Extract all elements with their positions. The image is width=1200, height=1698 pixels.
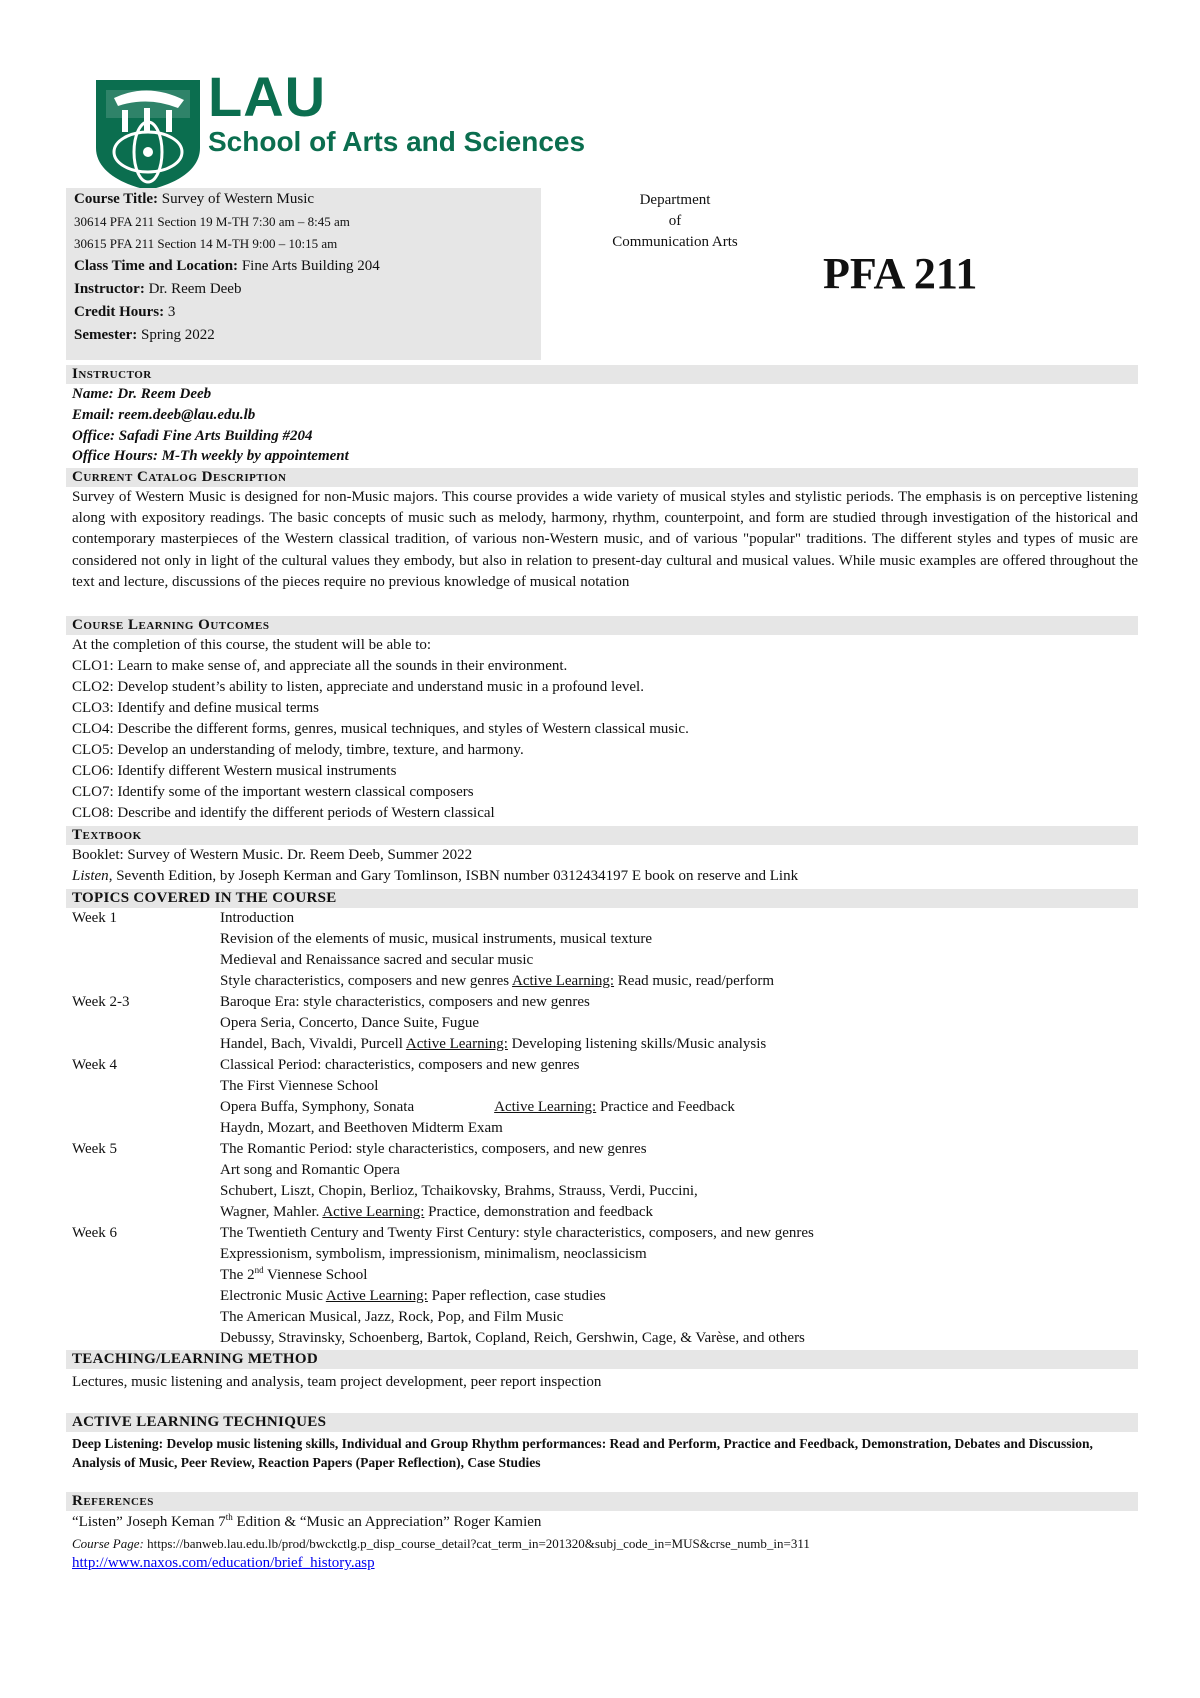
topic-text: Style characteristics, composers and new genres bbox=[220, 973, 512, 989]
topic-line: Haydn, Mozart, and Beethoven Midterm Exam bbox=[220, 1120, 503, 1136]
active-learning-label: Active Learning: bbox=[325, 1288, 428, 1304]
course-page-label: Course Page: bbox=[72, 1536, 144, 1551]
course-title-label: Course Title: bbox=[74, 191, 159, 207]
outcomes-intro: At the completion of this course, the student will be able to: bbox=[72, 637, 432, 653]
topic-text: Handel, Bach, Vivaldi, Purcell bbox=[220, 1036, 406, 1052]
topic-line bbox=[220, 1097, 735, 1118]
topic-line: Schubert, Liszt, Chopin, Berlioz, Tchaikovsky, Brahms, Strauss, Verdi, Puccini, bbox=[220, 1183, 698, 1199]
active-learning-techniques: Deep Listening: Develop music listening skills, Individual and Group Rhythm performances: Read and Perform, Practice and Feedback, Demonstration, Debates and Discussion, Analysis of Music, Peer Review, Reaction Papers (Paper Reflection), Case Studies bbox=[72, 1436, 1093, 1470]
credit-hours-row bbox=[74, 303, 175, 321]
catalog-heading: Current Catalog Description bbox=[66, 468, 1138, 487]
lau-emblem-icon bbox=[88, 78, 204, 190]
class-time-value: Fine Arts Building 204 bbox=[241, 258, 380, 274]
section-14-row: 30615 PFA 211 Section 14 M-TH 9:00 – 10:15 am bbox=[74, 236, 338, 251]
references-heading: References bbox=[66, 1492, 1138, 1511]
active-learning-label: Active Learning: bbox=[512, 973, 615, 989]
ordinal-suffix: nd bbox=[254, 1265, 264, 1275]
topic-line: The Twentieth Century and Twenty First Century: style characteristics, composers, and new genres bbox=[220, 1225, 814, 1241]
teaching-heading: TEACHING/LEARNING METHOD bbox=[66, 1350, 1138, 1369]
topic-line bbox=[220, 1034, 766, 1055]
topic-text: The 2 bbox=[220, 1267, 255, 1283]
topic-line: Debussy, Stravinsky, Schoenberg, Bartok, Copland, Reich, Gershwin, Cage, & Varèse, and others bbox=[220, 1330, 805, 1346]
topic-line bbox=[220, 1286, 606, 1307]
instructor-email: Email: reem.deeb@lau.edu.lb bbox=[72, 407, 256, 423]
topic-line: Introduction bbox=[220, 910, 295, 926]
clo-item: CLO2: Develop student’s ability to listen, appreciate and understand music in a profound level. bbox=[72, 679, 644, 695]
catalog-description: Survey of Western Music is designed for non-Music majors. This course provides a wide variety of musical styles and stylistic periods. The emphasis is on perceptive listening along with expository readings. The basic concepts of music such as melody, harmony, rhythm, counterpoint, and form are studied through investigation of the historical and contemporary masterpieces of the Western classical tradition, of various non-Western music, and of various "popular" traditions. The different styles and types of music are considered not only in light of the cultural values they embody, but also in relation to present-day cultural and musical values. While music examples are offered throughout the text and lecture, discussions of the pieces require no previous knowledge of musical notation bbox=[72, 489, 1138, 590]
logo-school-text: School of Arts and Sciences bbox=[208, 126, 586, 157]
semester-label: Semester: bbox=[74, 327, 138, 343]
reference-text: “Listen” Joseph Keman 7 bbox=[72, 1514, 226, 1530]
clo-item: CLO7: Identify some of the important western classical composers bbox=[72, 784, 474, 800]
active-learning-label: Active Learning: bbox=[405, 1036, 508, 1052]
ordinal-suffix: th bbox=[225, 1512, 233, 1522]
clo-item: CLO4: Describe the different forms, genres, musical techniques, and styles of Western classical music. bbox=[72, 721, 689, 737]
instructor-heading: Instructor bbox=[66, 365, 1138, 384]
active-learning-heading: ACTIVE LEARNING TECHNIQUES bbox=[66, 1413, 1138, 1432]
class-time-row bbox=[74, 257, 380, 275]
instructor-office: Office: Safadi Fine Arts Building #204 bbox=[72, 428, 313, 444]
topic-line: Art song and Romantic Opera bbox=[220, 1162, 400, 1178]
textbook-listen-details: , Seventh Edition, by Joseph Kerman and Gary Tomlinson, ISBN number 0312434197 E book on reserve and Link bbox=[108, 868, 799, 884]
course-page-url[interactable]: https://banweb.lau.edu.lb/prod/bwckctlg.p_disp_course_detail?cat_term_in=201320&subj_code_in=MUS&crse_numb_in=311 bbox=[143, 1536, 810, 1551]
textbook-listen bbox=[72, 866, 798, 887]
reference-text: Edition & “Music an Appreciation” Roger Kamien bbox=[232, 1514, 542, 1530]
section-19-row: 30614 PFA 211 Section 19 M-TH 7:30 am – 8:45 am bbox=[74, 214, 350, 229]
textbook-heading: Textbook bbox=[66, 826, 1138, 845]
instructor-row bbox=[74, 280, 241, 298]
topic-line: Opera Seria, Concerto, Dance Suite, Fugue bbox=[220, 1015, 480, 1031]
clo-item: CLO1: Learn to make sense of, and appreciate all the sounds in their environment. bbox=[72, 658, 568, 674]
topic-line: Expressionism, symbolism, impressionism, minimalism, neoclassicism bbox=[220, 1246, 647, 1262]
week-label: Week 4 bbox=[72, 1057, 118, 1073]
department-line-3: Communication Arts bbox=[612, 234, 738, 250]
topic-line: Medieval and Renaissance sacred and secular music bbox=[220, 952, 534, 968]
teaching-method-text: Lectures, music listening and analysis, team project development, peer report inspection bbox=[72, 1374, 602, 1390]
course-title-value: Survey of Western Music bbox=[161, 191, 315, 207]
instructor-label: Instructor: bbox=[74, 281, 145, 297]
naxos-history-link[interactable]: http://www.naxos.com/education/brief_history.asp bbox=[72, 1555, 375, 1571]
outcomes-heading: Course Learning Outcomes bbox=[66, 616, 1138, 635]
clo-item: CLO3: Identify and define musical terms bbox=[72, 700, 320, 716]
week-label: Week 1 bbox=[72, 910, 118, 926]
course-info-box bbox=[66, 188, 541, 360]
topic-text: Paper reflection, case studies bbox=[427, 1288, 606, 1304]
topic-line: Baroque Era: style characteristics, composers and new genres bbox=[220, 994, 590, 1010]
topic-text: Wagner, Mahler. bbox=[220, 1204, 323, 1220]
active-learning-label: Active Learning: bbox=[494, 1099, 597, 1115]
clo-item: CLO8: Describe and identify the different periods of Western classical bbox=[72, 805, 495, 821]
topic-line bbox=[220, 1265, 367, 1286]
topic-line bbox=[220, 1202, 653, 1223]
topic-line: Revision of the elements of music, musical instruments, musical texture bbox=[220, 931, 652, 947]
clo-item: CLO6: Identify different Western musical instruments bbox=[72, 763, 397, 779]
topic-text: Read music, read/perform bbox=[614, 973, 774, 989]
reference-books bbox=[72, 1512, 541, 1533]
class-time-label: Class Time and Location: bbox=[74, 258, 239, 274]
topic-text: Viennese School bbox=[263, 1267, 368, 1283]
clo-item: CLO5: Develop an understanding of melody, timbre, texture, and harmony. bbox=[72, 742, 524, 758]
textbook-listen-title: Listen bbox=[72, 868, 109, 884]
instructor-name: Name: Dr. Reem Deeb bbox=[72, 386, 212, 402]
instructor-office-hours: Office Hours: M-Th weekly by appointement bbox=[72, 448, 349, 464]
week-label: Week 5 bbox=[72, 1141, 118, 1157]
credit-hours-value: 3 bbox=[167, 304, 176, 320]
topic-text: Practice, demonstration and feedback bbox=[424, 1204, 654, 1220]
course-code: PFA 211 bbox=[823, 249, 978, 298]
semester-row bbox=[74, 326, 215, 344]
topic-line: The American Musical, Jazz, Rock, Pop, and Film Music bbox=[220, 1309, 564, 1325]
course-page-line bbox=[72, 1533, 810, 1554]
credit-hours-label: Credit Hours: bbox=[74, 304, 165, 320]
week-label: Week 6 bbox=[72, 1225, 118, 1241]
department-line-2: of bbox=[668, 213, 682, 229]
topic-text: Practice and Feedback bbox=[596, 1099, 735, 1115]
department-block bbox=[590, 190, 760, 253]
logo-lau-text: LAU bbox=[208, 65, 327, 128]
topic-text: Opera Buffa, Symphony, Sonata bbox=[220, 1099, 415, 1115]
active-learning-label: Active Learning: bbox=[322, 1204, 425, 1220]
topic-line: Classical Period: characteristics, composers and new genres bbox=[220, 1057, 580, 1073]
topics-heading: TOPICS COVERED IN THE COURSE bbox=[66, 889, 1138, 908]
semester-value: Spring 2022 bbox=[141, 327, 215, 343]
topic-line: The First Viennese School bbox=[220, 1078, 379, 1094]
topic-line bbox=[220, 971, 774, 992]
topic-line: The Romantic Period: style characteristics, composers, and new genres bbox=[220, 1141, 647, 1157]
topic-text: Electronic Music bbox=[220, 1288, 326, 1304]
lau-logo bbox=[88, 65, 628, 193]
course-title-row bbox=[74, 190, 314, 208]
textbook-booklet: Booklet: Survey of Western Music. Dr. Reem Deeb, Summer 2022 bbox=[72, 847, 473, 863]
department-line-1: Department bbox=[639, 192, 711, 208]
week-label: Week 2-3 bbox=[72, 994, 130, 1010]
topic-text: Developing listening skills/Music analysis bbox=[507, 1036, 767, 1052]
instructor-value: Dr. Reem Deeb bbox=[148, 281, 242, 297]
